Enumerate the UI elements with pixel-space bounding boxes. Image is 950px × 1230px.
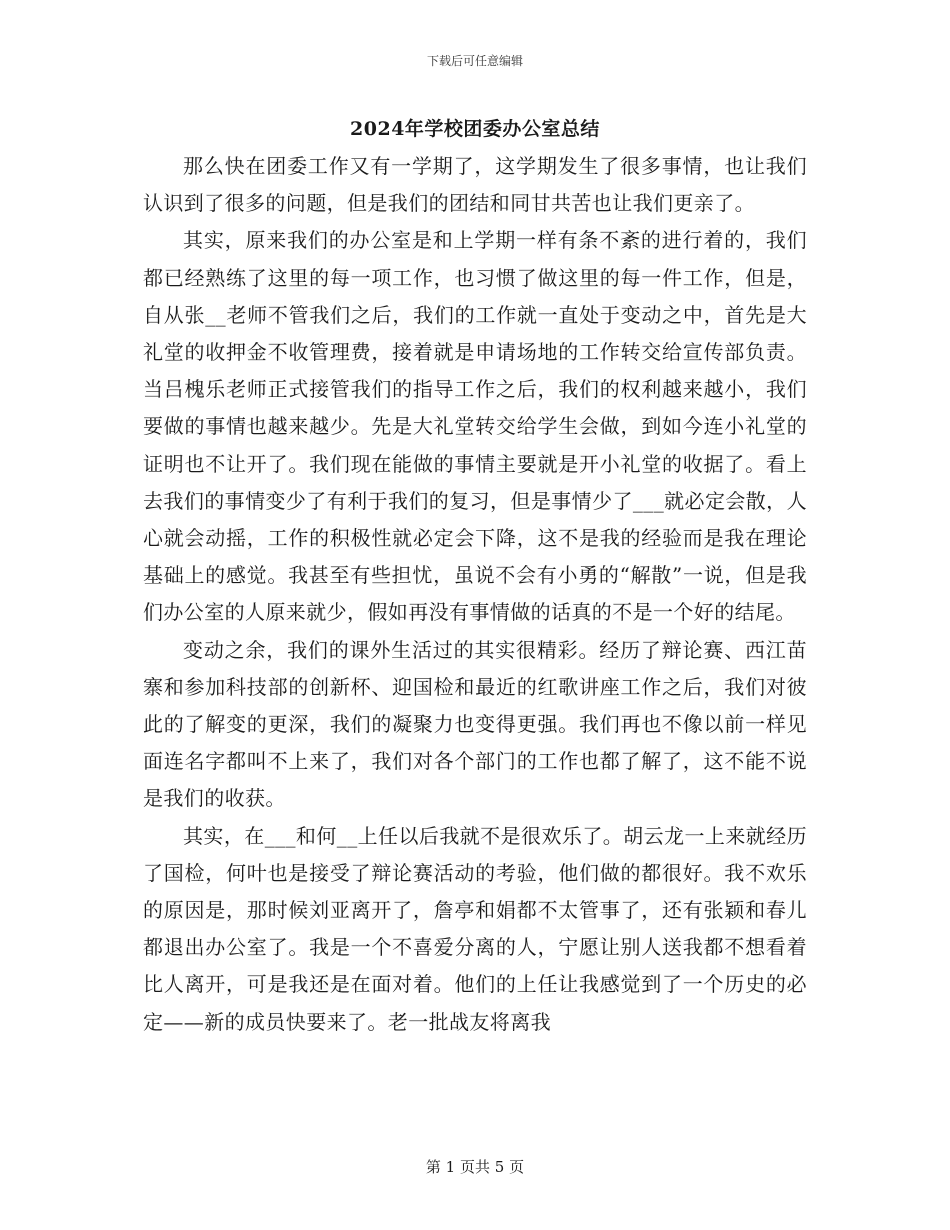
paragraph: 那么快在团委工作又有一学期了，这学期发生了很多事情，也让我们认识到了很多的问题，但是我们的团结和同甘共苦也让我们更亲了。 bbox=[143, 154, 807, 216]
document-body bbox=[143, 148, 807, 1041]
page-number: 第 1 页共 5 页 bbox=[425, 1158, 525, 1176]
document-title: 2024年学校团委办公室总结 bbox=[350, 118, 600, 140]
paragraph: 其实，在___和何__上任以后我就不是很欢乐了。胡云龙一上来就经历了国检，何叶也是接受了辩论赛活动的考验，他们做的都很好。我不欢乐的原因是，那时候刘亚离开了，詹亭和娟都不太管事了，还有张颖和春儿都退出办公室了。我是一个不喜爱分离的人，宁愿让别人送我都不想看着比人离开，可是我还是在面对着。他们的上任让我感觉到了一个历史的必定——新的成员快要来了。老一批战友将离我 bbox=[143, 823, 807, 1034]
paragraph: 变动之余，我们的课外生活过的其实很精彩。经历了辩论赛、西江苗寨和参加科技部的创新杯、迎国检和最近的红歌讲座工作之后，我们对彼此的了解变的更深，我们的凝聚力也变得更强。我们再也不像以前一样见面连名字都叫不上来了，我们对各个部门的工作也都了解了，这不能不说是我们的收获。 bbox=[143, 637, 807, 811]
paragraph: 其实，原来我们的办公室是和上学期一样有条不紊的进行着的，我们都已经熟练了这里的每一项工作，也习惯了做这里的每一件工作，但是，自从张__老师不管我们之后，我们的工作就一直处于变动之中，首先是大礼堂的收押金不收管理费，接着就是申请场地的工作转交给宣传部负责。当吕槐乐老师正式接管我们的指导工作之后，我们的权利越来越小，我们要做的事情也越来越少。先是大礼堂转交给学生会做，到如今连小礼堂的证明也不让开了。我们现在能做的事情主要就是开小礼堂的收据了。看上去我们的事情变少了有利于我们的复习，但是事情少了___就必定会散，人心就会动摇，工作的积极性就必定会下降，这不是我的经验而是我在理论基础上的感觉。我甚至有些担忧，虽说不会有小勇的“解散”一说，但是我们办公室的人原来就少，假如再没有事情做的话真的不是一个好的结尾。 bbox=[143, 228, 807, 625]
header-note: 下载后可任意编辑 bbox=[426, 54, 523, 68]
